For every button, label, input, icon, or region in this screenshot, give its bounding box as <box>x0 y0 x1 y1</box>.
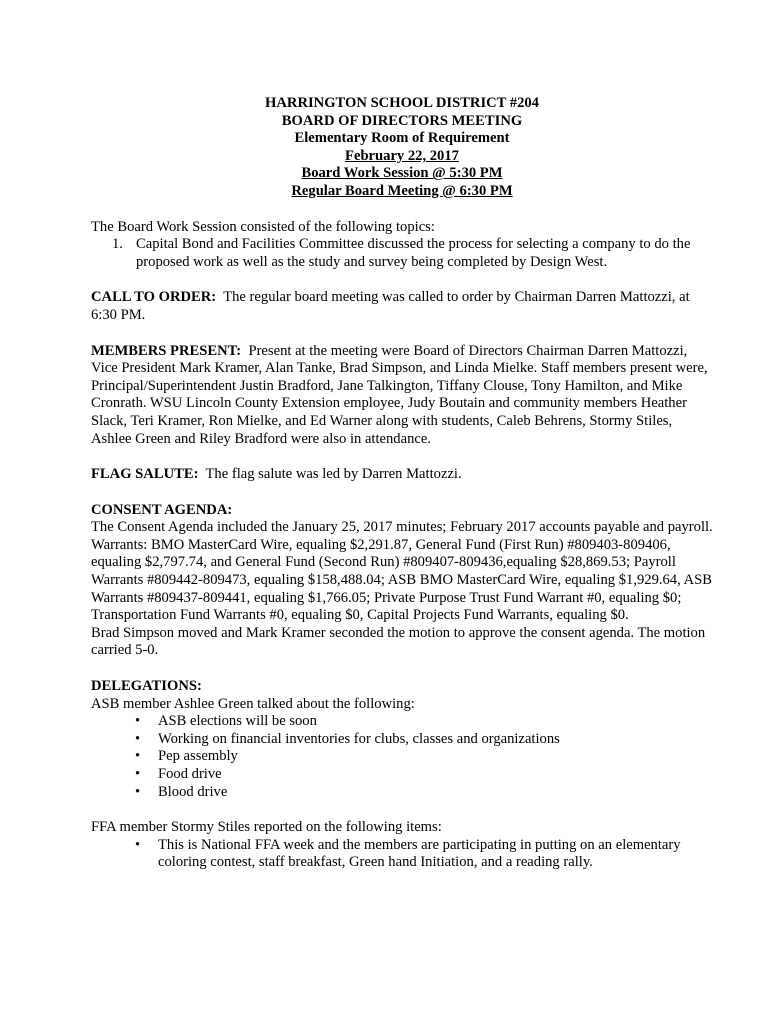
bullet: • <box>135 713 141 730</box>
call-to-order-heading: CALL TO ORDER: <box>91 289 217 306</box>
asb-items-list <box>91 713 713 801</box>
bullet: • <box>135 730 141 747</box>
delegations-heading: DELEGATIONS: <box>91 678 202 695</box>
work-session-topics <box>91 236 713 271</box>
flag-salute-section <box>91 466 713 484</box>
members-present-text: Present at the meeting were Board of Directors Chairman Darren Mattozzi, Vice President Mark Kramer, Alan Tanke, Brad Simpson, and Linda Mielke. Staff members present were, Principal/Superintendent Justin Bradford, Jane Talkington, Tiffany Clouse, Tony Hamilton, and Mike Cronrath. WSU Lincoln County Extension employee, Judy Boutain and community members Heather Slack, Teri Kramer, Ron Mielke, and Ed Warner along with students, Caleb Behrens, Stormy Stiles, Ashlee Green and Riley Bradford were also in attendance. <box>91 342 708 447</box>
asb-intro: ASB member Ashlee Green talked about the following: <box>91 695 415 712</box>
ffa-intro: FFA member Stormy Stiles reported on the following items: <box>91 819 442 836</box>
list-item <box>91 784 713 802</box>
list-item-text: This is National FFA week and the members are participating in putting on an elementary coloring contest, staff breakfast, Green hand Initiation, and a reading rally. <box>158 836 681 871</box>
list-item <box>91 837 713 872</box>
list-item-text: Food drive <box>158 766 222 782</box>
document-header <box>91 95 713 201</box>
bullet: • <box>135 766 141 782</box>
bullet: • <box>135 783 141 800</box>
members-present-heading: MEMBERS PRESENT: <box>91 342 242 359</box>
flag-salute-heading: FLAG SALUTE: <box>91 466 199 483</box>
consent-agenda-text: The Consent Agenda included the January 25, 2017 minutes; February 2017 accounts payable and payroll. Warrants: BMO MasterCard Wire, equaling $2,291.87, General Fund (First Run) #809403-809406, equaling $2,797.74, and General Fund (Second Run) #809407-809436,equaling $28,869.53; Payroll Warrants #809442-809473, equaling $158,488.04; ASB BMO MasterCard Wire, equaling $1,929.64, ASB Warrants #809437-809441, equaling $1,766.05; Private Purpose Trust Fund Warrant #0, equaling $0; Transportation Fund Warrants #0, equaling $0, Capital Projects Fund Warrants, equaling $0. <box>91 519 713 624</box>
call-to-order-text: The regular board meeting was called to order by Chairman Darren Mattozzi, at 6:30 PM. <box>91 289 690 323</box>
meeting-title: BOARD OF DIRECTORS MEETING <box>281 112 523 129</box>
list-item <box>91 713 713 731</box>
bullet: • <box>135 836 141 853</box>
members-present-section <box>91 343 713 449</box>
bullet: • <box>135 748 141 765</box>
list-item-text: Pep assembly <box>158 748 238 765</box>
meeting-date: February 22, 2017 <box>345 147 459 164</box>
list-item-text: ASB elections will be soon <box>158 713 317 730</box>
list-item <box>91 766 713 784</box>
regular-meeting-time: Regular Board Meeting @ 6:30 PM <box>291 182 513 199</box>
ffa-items-list <box>91 837 713 872</box>
call-to-order-section <box>91 289 713 324</box>
consent-agenda-motion: Brad Simpson moved and Mark Kramer seconded the motion to approve the consent agenda. The motion carried 5-0. <box>91 624 706 659</box>
list-item-text: Capital Bond and Facilities Committee discussed the process for selecting a company to do the proposed work as well as the study and survey being completed by Design West. <box>136 236 691 270</box>
list-item-text: Blood drive <box>158 783 228 800</box>
meeting-location: Elementary Room of Requirement <box>294 130 510 147</box>
work-session-time: Board Work Session @ 5:30 PM <box>301 165 503 182</box>
list-item <box>91 236 713 271</box>
flag-salute-text: The flag salute was led by Darren Mattozzi. <box>205 466 462 483</box>
district-name: HARRINGTON SCHOOL DISTRICT #204 <box>265 95 539 111</box>
document-body <box>91 95 713 872</box>
list-number: 1. <box>112 236 123 253</box>
list-item-text: Working on financial inventories for clubs, classes and organizations <box>158 730 560 747</box>
list-item <box>91 731 713 749</box>
work-session-intro: The Board Work Session consisted of the following topics: <box>91 218 435 235</box>
list-item <box>91 748 713 766</box>
consent-agenda-heading: CONSENT AGENDA: <box>91 501 233 518</box>
